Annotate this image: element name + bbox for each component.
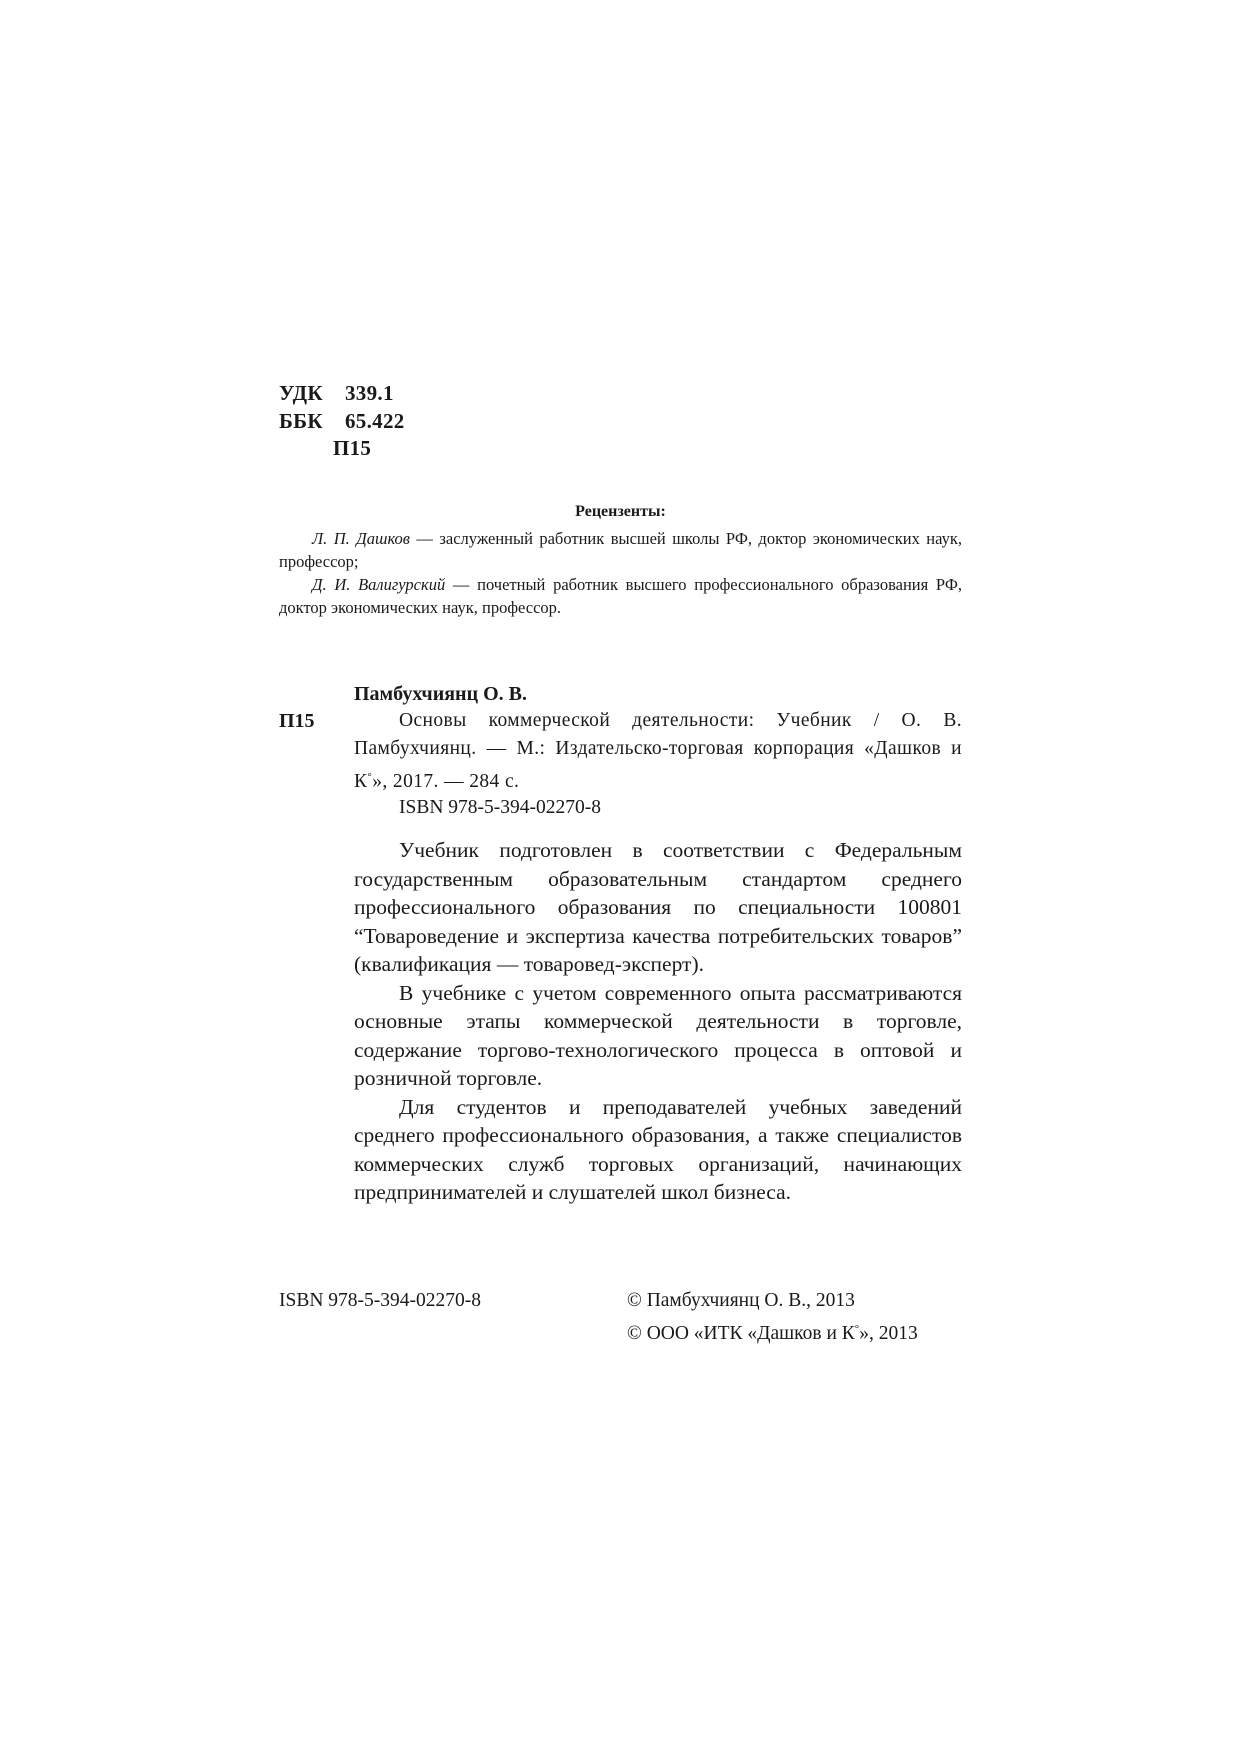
reviewer-2-name: Д. И. Валигурский xyxy=(312,575,446,594)
author-code-top: П15 xyxy=(333,436,372,460)
annotation-paragraph: Учебник подготовлен в соответствии с Федеральным государственным образовательным стандартом среднего профессионального образования по специальности 100801 “Товароведение и экспертиза качества потребительских товаров” (квалификация — товаровед-эксперт). xyxy=(354,838,962,976)
reviewer-1-text: — заслуженный работник высшей школы РФ, доктор экономических наук, профессор; xyxy=(279,529,962,571)
isbn-footer: ISBN 978-5-394-02270-8 xyxy=(279,1290,482,1311)
udk-label: УДК xyxy=(279,381,323,405)
bibliographic-description xyxy=(354,707,962,796)
udk-line xyxy=(279,378,394,409)
copyright-publisher xyxy=(627,1315,918,1348)
reviewer-2-text: — почетный работник высшего профессионального образования РФ, доктор экономических наук, профессор. xyxy=(279,575,962,617)
reviewer-1-name: Л. П. Дашков xyxy=(312,529,410,548)
reviewers-block xyxy=(279,500,962,619)
isbn-biblio: ISBN 978-5-394-02270-8 xyxy=(399,797,602,818)
bbk-value: 65.422 xyxy=(345,409,405,433)
bbk-label: ББК xyxy=(279,409,323,433)
copyright-publisher-text-1: © ООО «ИТК «Дашков и К xyxy=(627,1323,855,1344)
annotation-paragraph: Для студентов и преподавателей учебных заведений среднего профессионального образования, а также специалистов коммерческих служб торговых организаций, начинающих предпринимателей и слушателей школ бизнеса. xyxy=(354,1094,962,1204)
udk-value: 339.1 xyxy=(345,381,394,405)
reviewer-1 xyxy=(279,527,962,573)
biblio-text-1: Основы коммерческой деятельности: Учебник / О. В. Памбухчиянц. — М.: Издательско-торговая корпорация «Дашков и К xyxy=(354,710,962,792)
author-code-left: П15 xyxy=(279,710,315,732)
biblio-text-2: », 2017. — 284 с. xyxy=(372,771,520,792)
reviewers-title: Рецензенты: xyxy=(575,503,666,520)
reviewer-2 xyxy=(279,573,962,619)
copyright-author: © Памбухчиянц О. В., 2013 xyxy=(627,1290,855,1311)
copyright-publisher-text-2: », 2013 xyxy=(859,1323,918,1344)
copyright-degree-mark: ° xyxy=(854,1323,860,1335)
annotation-block xyxy=(354,836,962,1207)
annotation-paragraph: В учебнике с учетом современного опыта рассматриваются основные этапы коммерческой деятельности в торговле, содержание торгово-технологического процесса в оптовой и розничной торговле. xyxy=(354,980,962,1090)
biblio-degree-mark: ° xyxy=(367,771,373,783)
book-author: Памбухчиянц О. В. xyxy=(354,683,527,705)
